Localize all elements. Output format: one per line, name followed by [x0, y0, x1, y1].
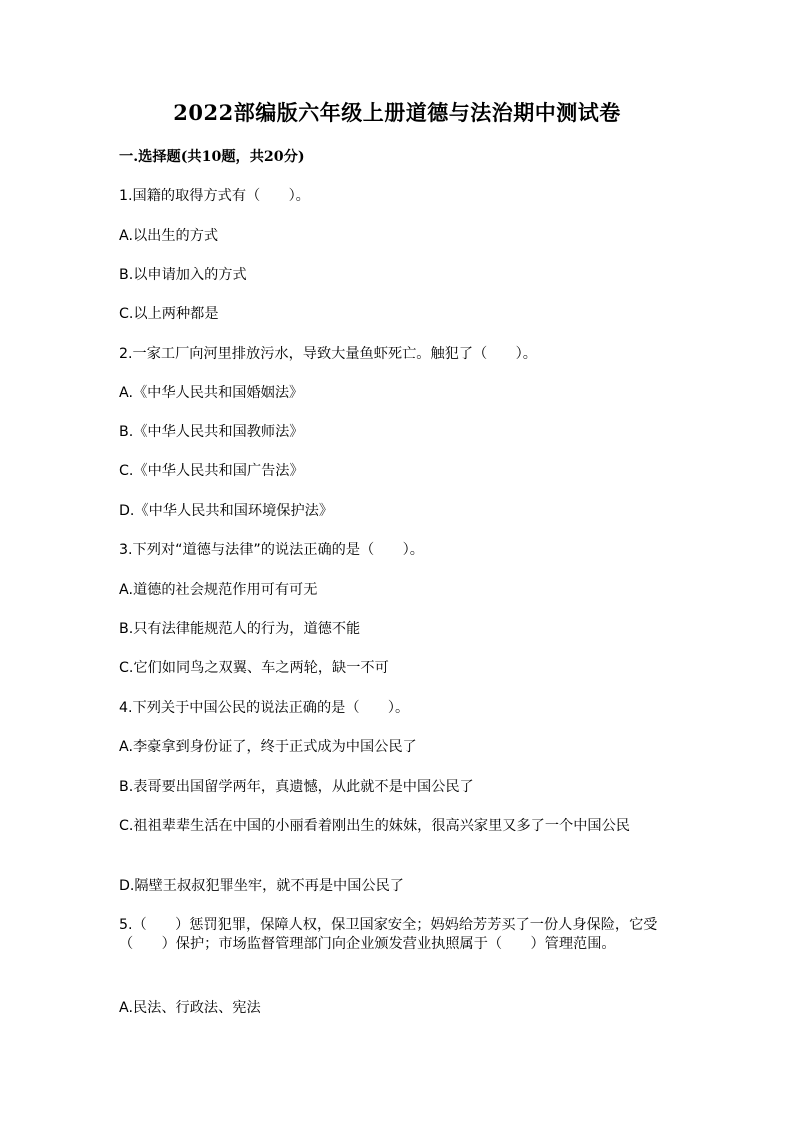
question-1-option-b: B.以申请加入的方式	[119, 267, 247, 283]
exam-title: 2022部编版六年级上册道德与法治期中测试卷	[173, 100, 621, 125]
question-5-stem: 5.（ ）惩罚犯罪，保障人权，保卫国家安全；妈妈给芳芳买了一份人身保险，它受（ ）保护；市场监督管理部门向企业颁发营业执照属于（ ）管理范围。	[119, 917, 658, 952]
question-4-option-c: C.祖祖辈辈生活在中国的小丽看着刚出生的妹妹，很高兴家里又多了一个中国公民	[119, 818, 630, 834]
question-3-stem: 3.下列对“道德与法律”的说法正确的是（ ）。	[119, 542, 424, 558]
question-4-option-d: D.隔壁王叔叔犯罪坐牢，就不再是中国公民了	[119, 878, 404, 894]
question-2-option-c: C.《中华人民共和国广告法》	[119, 463, 304, 479]
question-4-stem: 4.下列关于中国公民的说法正确的是（ ）。	[119, 700, 410, 716]
question-2-option-a: A.《中华人民共和国婚姻法》	[119, 385, 304, 401]
question-2-stem: 2.一家工厂向河里排放污水，导致大量鱼虾死亡。触犯了（ ）。	[119, 346, 537, 362]
question-1-option-a: A.以出生的方式	[119, 228, 219, 244]
question-4-option-b: B.表哥要出国留学两年，真遗憾，从此就不是中国公民了	[119, 779, 474, 795]
question-2-option-b: B.《中华人民共和国教师法》	[119, 424, 304, 440]
question-4-option-a: A.李豪拿到身份证了，终于正式成为中国公民了	[119, 739, 417, 755]
question-5-option-a: A.民法、行政法、宪法	[119, 1000, 261, 1016]
question-3-option-c: C.它们如同鸟之双翼、车之两轮，缺一不可	[119, 660, 389, 676]
question-3-option-a: A.道德的社会规范作用可有可无	[119, 582, 318, 598]
question-1-option-c: C.以上两种都是	[119, 306, 219, 322]
question-1-stem: 1.国籍的取得方式有（ ）。	[119, 188, 310, 204]
question-2-option-d: D.《中华人民共和国环境保护法》	[119, 503, 334, 519]
question-3-option-b: B.只有法律能规范人的行为，道德不能	[119, 621, 361, 637]
section-heading: 一.选择题(共10题，共20分)	[119, 149, 305, 165]
